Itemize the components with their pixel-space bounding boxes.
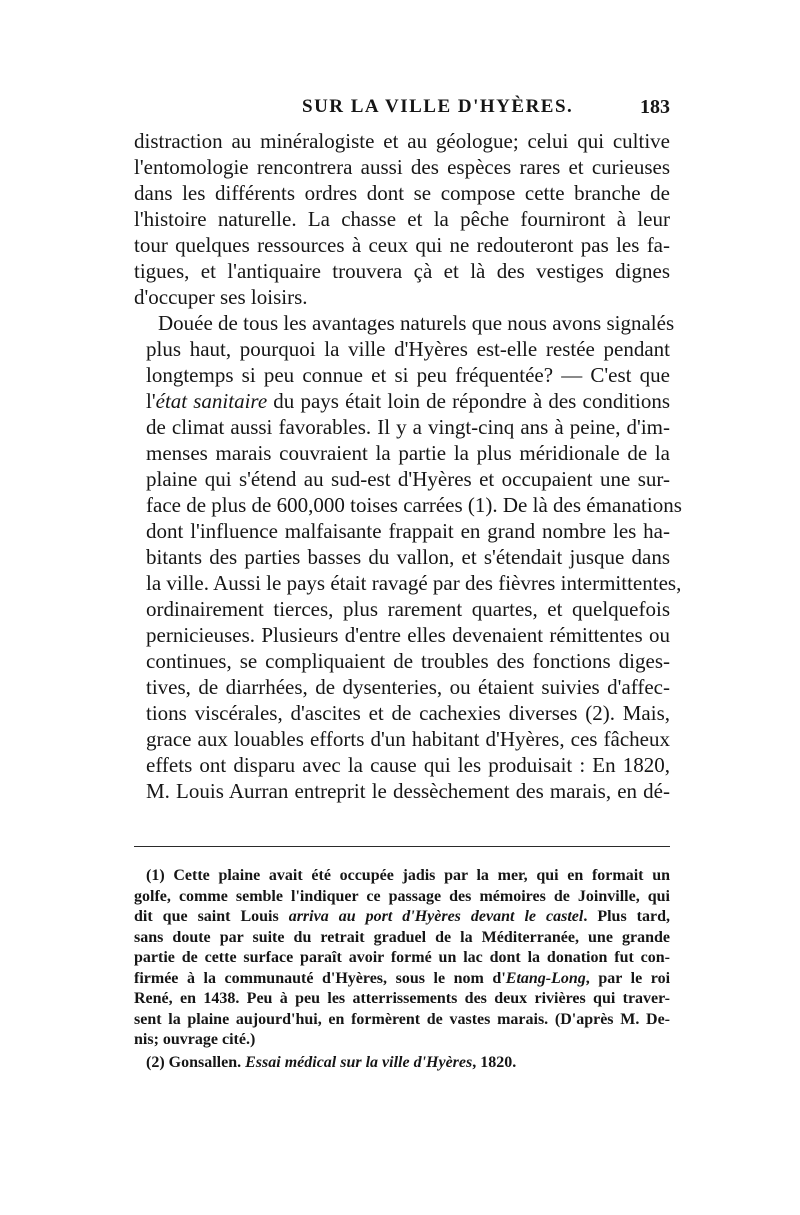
text-line: bitants des parties basses du vallon, et s'étendait jusque dans bbox=[146, 545, 670, 569]
emphasis-etang-long: Etang-Long bbox=[505, 969, 586, 987]
paragraph-2 bbox=[134, 310, 682, 804]
text-line: la ville. Aussi le pays était ravagé par des fièvres intermittentes, bbox=[146, 571, 682, 595]
text-fragment: du pays était loin de répondre à des conditions bbox=[267, 389, 670, 413]
text-line: effets ont disparu avec la cause qui les produisait : En 1820, bbox=[146, 753, 670, 777]
footnote-line bbox=[134, 969, 670, 990]
footnote-rule bbox=[134, 846, 670, 847]
running-head bbox=[134, 96, 670, 124]
emphasis-quote: arriva au port d'Hyères devant le castel bbox=[288, 908, 584, 925]
text-line: distraction au minéralogiste et au géologue; celui qui cultive bbox=[134, 129, 670, 153]
text-line: Douée de tous les avantages naturels que nous avons signalés bbox=[158, 311, 675, 335]
text-line: tives, de diarrhées, de dysenteries, ou étaient suivies d'affec- bbox=[146, 675, 670, 699]
footnotes bbox=[134, 866, 670, 1073]
text-line: face de plus de 600,000 toises carrées (1). De là des émanations bbox=[146, 493, 682, 517]
text-line: plaine qui s'étend au sud-est d'Hyères et occupaient une sur- bbox=[146, 467, 670, 491]
text-line: longtemps si peu connue et si peu fréquentée? — C'est que bbox=[146, 363, 670, 387]
footnote-line: nis; ouvrage cité.) bbox=[134, 1031, 256, 1048]
text-line: dont l'influence malfaisante frappait en grand nombre les ha- bbox=[146, 519, 670, 543]
text-line: ordinairement tierces, plus rarement quartes, et quelquefois bbox=[146, 597, 670, 621]
footnote-line: sans doute par suite du retrait graduel de la Méditerranée, une grande bbox=[134, 928, 670, 946]
text-line: plus haut, pourquoi la ville d'Hyères est-elle restée pendant bbox=[146, 337, 670, 361]
text-line: tour quelques ressources à ceux qui ne redouteront pas les fa- bbox=[134, 233, 670, 257]
footnote-line: partie de cette surface paraît avoir formé un lac dont la donation fut con- bbox=[134, 949, 670, 966]
text-line: l'entomologie rencontrera aussi des espèces rares et curieuses bbox=[134, 155, 670, 179]
footnote-line: (1) Cette plaine avait été occupée jadis par la mer, qui en formait un bbox=[146, 867, 670, 884]
text-fragment: (2) Gonsallen. bbox=[146, 1053, 246, 1071]
footnote-2 bbox=[134, 1053, 670, 1074]
text-fragment: firmée à la communauté d'Hyères, sous le nom d' bbox=[134, 969, 506, 987]
text-line: grace aux louables efforts d'un habitant d'Hyères, ces fâcheux bbox=[146, 727, 670, 751]
footnote-line bbox=[134, 1053, 670, 1074]
running-title: SUR LA VILLE D'HYÈRES. bbox=[302, 96, 574, 117]
emphasis-etat-sanitaire: état sanitaire bbox=[155, 389, 268, 413]
text-line: pernicieuses. Plusieurs d'entre elles devenaient rémittentes ou bbox=[146, 623, 670, 647]
footnote-line: René, en 1438. Peu à peu les atterrissements des deux rivières qui traver- bbox=[134, 990, 670, 1007]
text-fragment: , par le roi bbox=[585, 969, 671, 987]
text-line: dans les différents ordres dont se compose cette branche de bbox=[134, 181, 670, 205]
footnote-1 bbox=[134, 866, 670, 1051]
text-line: d'occuper ses loisirs. bbox=[134, 285, 308, 309]
body-text bbox=[134, 128, 682, 804]
text-fragment: dit que saint Louis bbox=[134, 908, 289, 925]
footnote-line: sent la plaine aujourd'hui, en formèrent de vastes marais. (D'après M. De- bbox=[134, 1010, 670, 1028]
text-line bbox=[134, 388, 670, 414]
text-line: de climat aussi favorables. Il y a vingt-cinq ans à peine, d'im- bbox=[146, 415, 670, 439]
footnote-line bbox=[134, 907, 670, 928]
text-fragment: l' bbox=[146, 389, 156, 413]
emphasis-book-title: Essai médical sur la ville d'Hyères bbox=[245, 1053, 473, 1071]
paragraph-1 bbox=[134, 128, 670, 310]
text-line: tigues, et l'antiquaire trouvera çà et là des vestiges dignes bbox=[134, 259, 670, 283]
text-fragment: , 1820. bbox=[472, 1053, 517, 1071]
text-line: l'histoire naturelle. La chasse et la pêche fourniront à leur bbox=[134, 207, 670, 231]
text-line: continues, se compliquaient de troubles des fonctions diges- bbox=[146, 649, 670, 673]
text-fragment: . Plus tard, bbox=[583, 908, 670, 925]
text-line: tions viscérales, d'ascites et de cachexies diverses (2). Mais, bbox=[146, 701, 670, 725]
text-line: menses marais couvraient la partie la plus méridionale de la bbox=[146, 441, 670, 465]
text-line: M. Louis Aurran entreprit le dessèchement des marais, en dé- bbox=[146, 779, 670, 803]
page-number: 183 bbox=[640, 96, 670, 118]
footnote-line: golfe, comme semble l'indiquer ce passage des mémoires de Joinville, qui bbox=[134, 887, 670, 905]
